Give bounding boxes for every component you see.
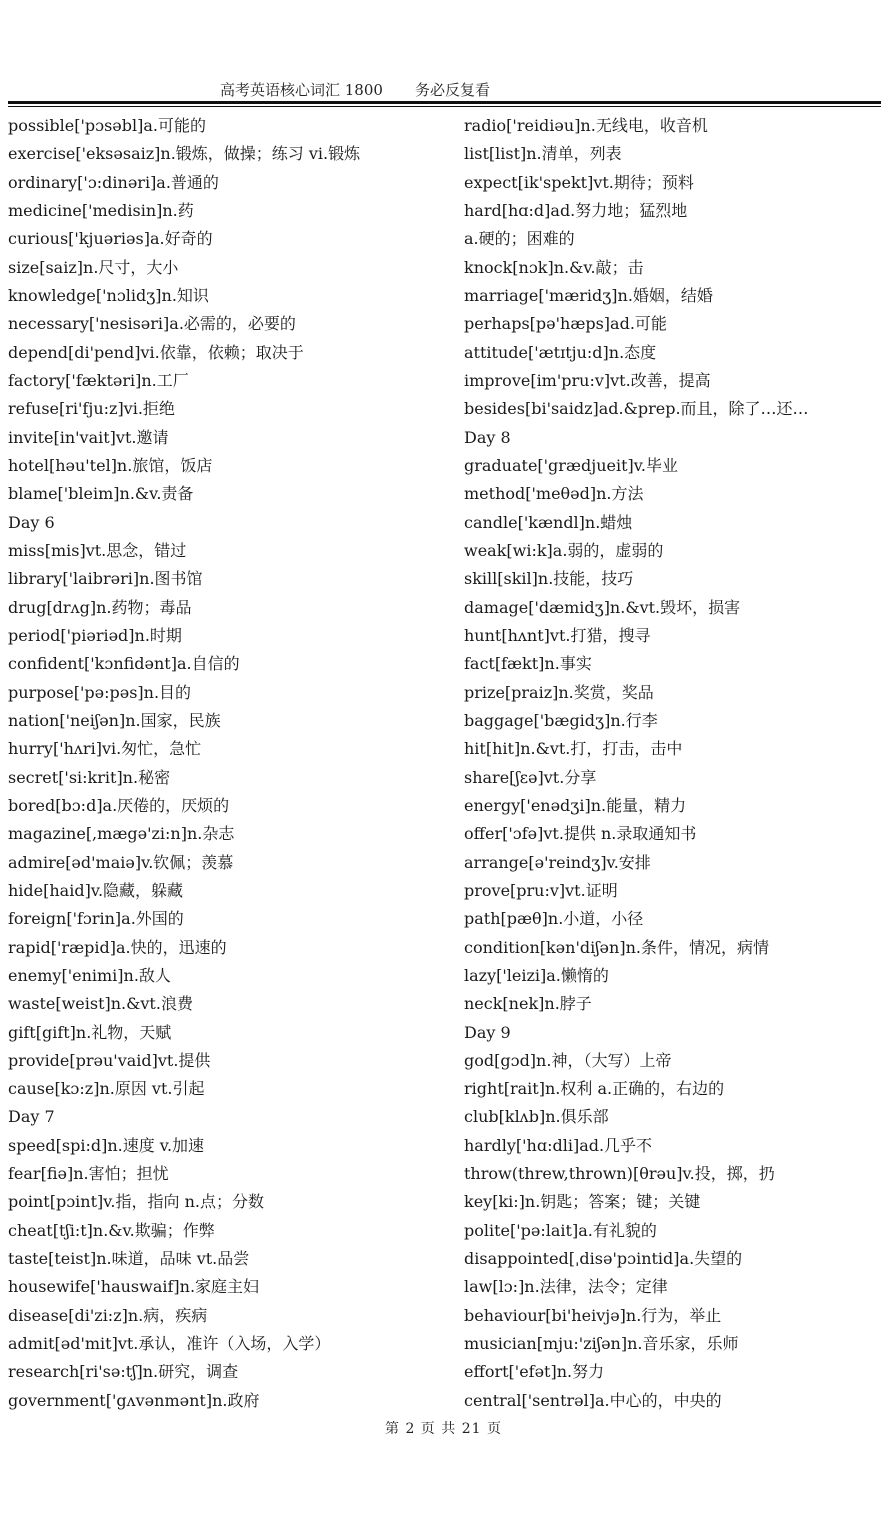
vocab-entry: method['meθəd]n.方法	[464, 484, 644, 504]
vocab-entry: invite[in'vait]vt.邀请	[8, 427, 169, 447]
vocab-entry: candle['kændl]n.蜡烛	[464, 512, 633, 532]
vocab-entry: weak[wi:k]a.弱的，虚弱的	[464, 540, 664, 560]
vocab-entry: rapid['ræpid]a.快的，迅速的	[8, 937, 227, 957]
vocab-entry: improve[im'pru:v]vt.改善，提高	[464, 370, 711, 390]
vocab-entry: confident['kɔnfidənt]a.自信的	[8, 654, 240, 674]
vocab-entry: baggage['bægidʒ]n.行李	[464, 710, 658, 730]
vocab-entry: hotel[həu'tel]n.旅馆，饭店	[8, 455, 213, 475]
vocab-entry: housewife['hauswaif]n.家庭主妇	[8, 1277, 260, 1297]
vocab-entry: hard[hɑ:d]ad.努力地；猛烈地	[464, 200, 688, 220]
vocab-entry: share[ʃεə]vt.分享	[464, 767, 597, 787]
vocab-entry: bored[bɔ:d]a.厌倦的，厌烦的	[8, 795, 230, 815]
vocab-entry: prize[praiz]n.奖赏，奖品	[464, 682, 654, 702]
day-heading: Day 7	[8, 1107, 55, 1127]
vocab-entry: cause[kɔ:z]n.原因 vt.引起	[8, 1079, 205, 1099]
vocab-entry: factory['fæktəri]n.工厂	[8, 370, 189, 390]
vocab-entry: knowledge['nɔlidʒ]n.知识	[8, 285, 209, 305]
vocab-entry: effort['efət]n.努力	[464, 1362, 605, 1382]
vocab-entry: hunt[hʌnt]vt.打猎，搜寻	[464, 625, 651, 645]
day-heading: Day 6	[8, 512, 55, 532]
vocab-entry: waste[weist]n.&vt.浪费	[8, 994, 193, 1014]
page-header	[0, 76, 887, 100]
vocab-entry: miss[mis]vt.思念，错过	[8, 540, 187, 560]
vocab-entry: perhaps[pə'hæps]ad.可能	[464, 314, 667, 334]
vocab-entry: admire[əd'maiə]v.钦佩；羡慕	[8, 852, 234, 872]
vocab-entry: gift[gift]n.礼物，天赋	[8, 1022, 172, 1042]
vocab-entry: size[saiz]n.尺寸，大小	[8, 257, 179, 277]
vocab-entry: secret['si:krit]n.秘密	[8, 767, 171, 787]
vocab-entry: club[klʌb]n.俱乐部	[464, 1107, 609, 1127]
vocab-entry: arrange[ə'reindʒ]v.安排	[464, 852, 651, 872]
vocab-entry: cheat[tʃi:t]n.&v.欺骗；作弊	[8, 1220, 215, 1240]
vocab-entry: energy['enədʒi]n.能量，精力	[464, 795, 687, 815]
vocab-entry: enemy['enimi]n.敌人	[8, 965, 171, 985]
vocab-entry: disappointed[ˌdisə'pɔintid]a.失望的	[464, 1249, 743, 1269]
vocab-entry: a.硬的；困难的	[464, 229, 575, 249]
day-heading: Day 9	[464, 1022, 511, 1042]
vocab-entry: neck[nek]n.脖子	[464, 994, 592, 1014]
vocab-entry: attitude['ætɪtju:d]n.态度	[464, 342, 657, 362]
vocab-entry: period['piəriəd]n.时期	[8, 625, 182, 645]
page-footer: 第 2 页 共 21 页	[385, 1421, 502, 1437]
day-heading: Day 8	[464, 427, 511, 447]
vocab-entry: point[pɔint]v.指，指向 n.点；分数	[8, 1192, 264, 1212]
vocab-entry: possible['pɔsəbl]a.可能的	[8, 116, 206, 135]
vocab-entry: key[ki:]n.钥匙；答案；键；关键	[464, 1192, 701, 1212]
header-rule-thick	[8, 101, 881, 104]
vocab-entry: nation['neiʃən]n.国家，民族	[8, 710, 221, 730]
vocab-column-right	[464, 112, 882, 1415]
vocab-entry: provide[prəu'vaid]vt.提供	[8, 1050, 211, 1070]
vocab-entry: library['laibrəri]n.图书馆	[8, 569, 203, 589]
vocab-entry: marriage['mæridʒ]n.婚姻，结婚	[464, 285, 713, 305]
vocab-entry: expect[ik'spekt]vt.期待；预料	[464, 172, 694, 192]
vocab-entry: necessary['nesisəri]a.必需的，必要的	[8, 314, 296, 334]
vocab-entry: knock[nɔk]n.&v.敲；击	[464, 257, 644, 277]
vocab-entry: curious['kjuəriəs]a.好奇的	[8, 229, 213, 249]
vocab-entry: hide[haid]v.隐藏，躲藏	[8, 880, 184, 900]
vocab-entry: drug[drʌg]n.药物；毒品	[8, 597, 192, 617]
vocab-entry: polite['pə:lait]a.有礼貌的	[464, 1220, 657, 1240]
vocab-entry: condition[kən'diʃən]n.条件，情况，病情	[464, 937, 769, 957]
vocab-entry: refuse[ri'fju:z]vi.拒绝	[8, 399, 175, 419]
vocab-entry: foreign['fɔrin]a.外国的	[8, 909, 184, 929]
vocab-entry: radio['reidiəu]n.无线电，收音机	[464, 116, 708, 135]
vocab-entry: lazy['leizi]a.懒惰的	[464, 965, 609, 985]
document-motto: 务必反复看	[415, 81, 491, 99]
vocab-entry: graduate['grædjueit]v.毕业	[464, 455, 678, 475]
vocab-entry: law[lɔ:]n.法律，法令；定律	[464, 1277, 668, 1297]
vocab-entry: list[list]n.清单，列表	[464, 144, 622, 164]
vocab-entry: throw(threw,thrown)[θrəu]v.投，掷，扔	[464, 1164, 775, 1184]
vocab-entry: government['gʌvənmənt]n.政府	[8, 1390, 260, 1410]
vocab-entry: musician[mju:'ziʃən]n.音乐家，乐师	[464, 1334, 739, 1354]
vocab-entry: medicine['medisin]n.药	[8, 200, 194, 220]
document-title: 高考英语核心词汇 1800	[220, 81, 383, 99]
vocab-entry: behaviour[bi'heivjə]n.行为，举止	[464, 1305, 722, 1325]
vocab-entry: hit[hit]n.&vt.打，打击，击中	[464, 739, 683, 759]
vocab-entry: damage['dæmidʒ]n.&vt.毁坏，损害	[464, 597, 741, 617]
vocab-entry: disease[di'zi:z]n.病，疾病	[8, 1305, 208, 1325]
vocab-column-left	[8, 112, 448, 1415]
vocab-entry: speed[spi:d]n.速度 v.加速	[8, 1135, 205, 1155]
vocab-entry: skill[skil]n.技能，技巧	[464, 569, 634, 589]
vocab-entry: taste[teist]n.味道，品味 vt.品尝	[8, 1249, 250, 1269]
vocab-entry: magazine[,mægə'zi:n]n.杂志	[8, 824, 235, 844]
vocab-entry: offer['ɔfə]vt.提供 n.录取通知书	[464, 824, 697, 844]
vocab-entry: purpose['pə:pəs]n.目的	[8, 682, 192, 702]
vocab-entry: research[ri'sə:tʃ]n.研究，调查	[8, 1362, 239, 1382]
vocab-entry: central['sentrəl]a.中心的，中央的	[464, 1390, 722, 1410]
vocab-entry: besides[bi'saidz]ad.&prep.而且，除了…还…	[464, 399, 809, 419]
vocab-entry: blame['bleim]n.&v.责备	[8, 484, 194, 504]
vocab-entry: god[gɔd]n.神，（大写）上帝	[464, 1050, 672, 1070]
vocab-entry: admit[əd'mit]vt.承认，准许（入场，入学）	[8, 1334, 331, 1354]
vocab-entry: depend[di'pend]vi.依靠，依赖；取决于	[8, 342, 304, 362]
vocab-entry: path[pæθ]n.小道，小径	[464, 909, 644, 929]
vocab-entry: exercise['eksəsaiz]n.锻炼，做操；练习 vi.锻炼	[8, 144, 361, 164]
vocab-entry: ordinary['ɔ:dinəri]a.普通的	[8, 172, 219, 192]
vocab-entry: fact[fækt]n.事实	[464, 654, 592, 674]
vocab-entry: prove[pru:v]vt.证明	[464, 880, 618, 900]
header-rule-thin	[8, 106, 881, 107]
vocab-entry: hardly['hɑ:dli]ad.几乎不	[464, 1135, 653, 1155]
vocab-entry: right[rait]n.权利 a.正确的，右边的	[464, 1079, 725, 1099]
vocab-entry: fear[fiə]n.害怕；担忧	[8, 1164, 169, 1184]
vocab-entry: hurry['hʌri]vi.匆忙，急忙	[8, 739, 202, 759]
